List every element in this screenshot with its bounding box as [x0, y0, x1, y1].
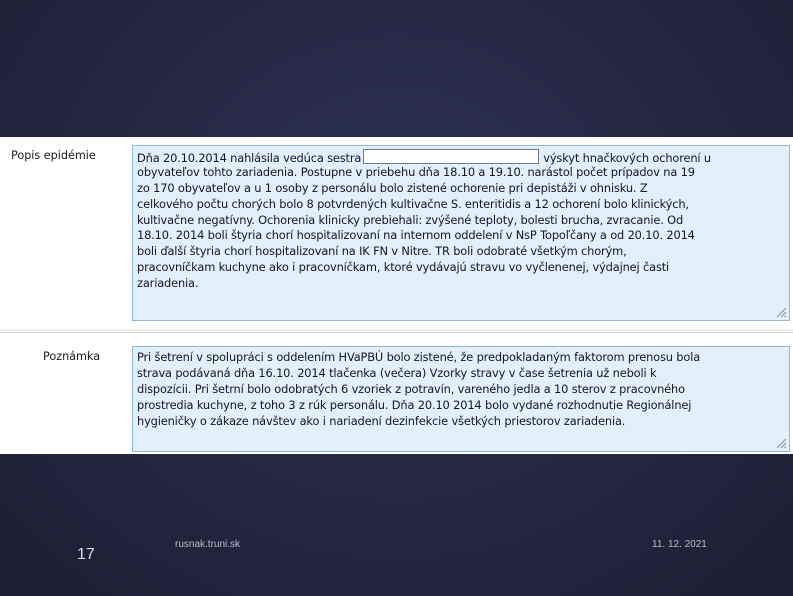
- footer-url: rusnak.truni.sk: [175, 539, 241, 550]
- redacted-name-box: [363, 149, 539, 164]
- slide-number: 17: [77, 546, 95, 563]
- textarea-line: boli ďalší štyria chorí hospitalizovaní na IK FN v Nitre. TR boli odobraté všetkým chorým,: [137, 244, 627, 259]
- row-divider: [0, 327, 793, 335]
- note-row: [0, 335, 793, 454]
- textarea-line: Pri šetrení v spolupráci s oddelením HVaPBÚ bolo zistené, že predpokladaným faktorom prenosu bola: [137, 350, 701, 364]
- epidemic-description-row: [0, 137, 793, 327]
- textarea-line: prostredia kuchyne, z toho 3 z rúk personálu. Dňa 20.10 2014 bolo vydané rozhodnutie Regionálnej: [137, 397, 692, 412]
- textarea-line: zariadenia.: [137, 276, 199, 291]
- textarea-line: 18.10. 2014 boli štyria chorí hospitalizovaní na internom oddelení v NsP Topoľčany a od 20.10. 2014: [137, 228, 695, 243]
- textarea-line: strava podávaná dňa 16.10. 2014 tlačenka (večera) Vzorky stravy v čase šetrenia už neboli k: [137, 365, 657, 380]
- textarea-line: [137, 149, 785, 165]
- textarea-line: celkového počtu chorých bolo 8 potvrdených kultivačne S. enteritidis a 12 ochorení bolo klinických,: [137, 196, 689, 211]
- textarea-line: hygieničky o zákaze návštev ako i nariadení dezinfekcie všetkých priestorov zariadenia.: [137, 413, 626, 428]
- textarea-line: kultivačne negatívny. Ochorenia klinicky prebiehali: zvýšené teploty, bolesti brucha, zvracanie. Od: [137, 212, 684, 227]
- textarea-line: dispozícii. Pri šetrní bolo odobratých 6 vzoriek z potravín, vareného jedla a 10 sterov z pracovného: [137, 381, 685, 396]
- note-textarea[interactable]: [132, 346, 790, 452]
- resize-grip-icon[interactable]: [775, 306, 787, 318]
- form-screenshot: [0, 137, 793, 454]
- text-segment: výskyt hnačkových ochorení u: [543, 151, 711, 165]
- textarea-line: zo 170 obyvateľov a u 1 osoby z personálu bolo zistené ochorenie pri depistáži v ohnisku. Z: [137, 180, 648, 195]
- epidemic-description-textarea[interactable]: [132, 145, 790, 321]
- text-segment: Dňa 20.10.2014 nahlásila vedúca sestra: [137, 151, 362, 165]
- textarea-line: obyvateľov tohto zariadenia. Postupne v priebehu dňa 18.10 a 19.10. narástol počet prípadov na 19: [137, 164, 695, 179]
- resize-grip-icon[interactable]: [775, 437, 787, 449]
- epidemic-description-label: Popis epidémie: [11, 149, 96, 162]
- note-label: Poznámka: [43, 350, 101, 363]
- footer-date: 11. 12. 2021: [652, 539, 707, 550]
- textarea-line: pracovníčkam kuchyne ako i pracovníčkam, ktoré vydávajú stravu vo vyčlenenej, výdajnej časti: [137, 260, 670, 275]
